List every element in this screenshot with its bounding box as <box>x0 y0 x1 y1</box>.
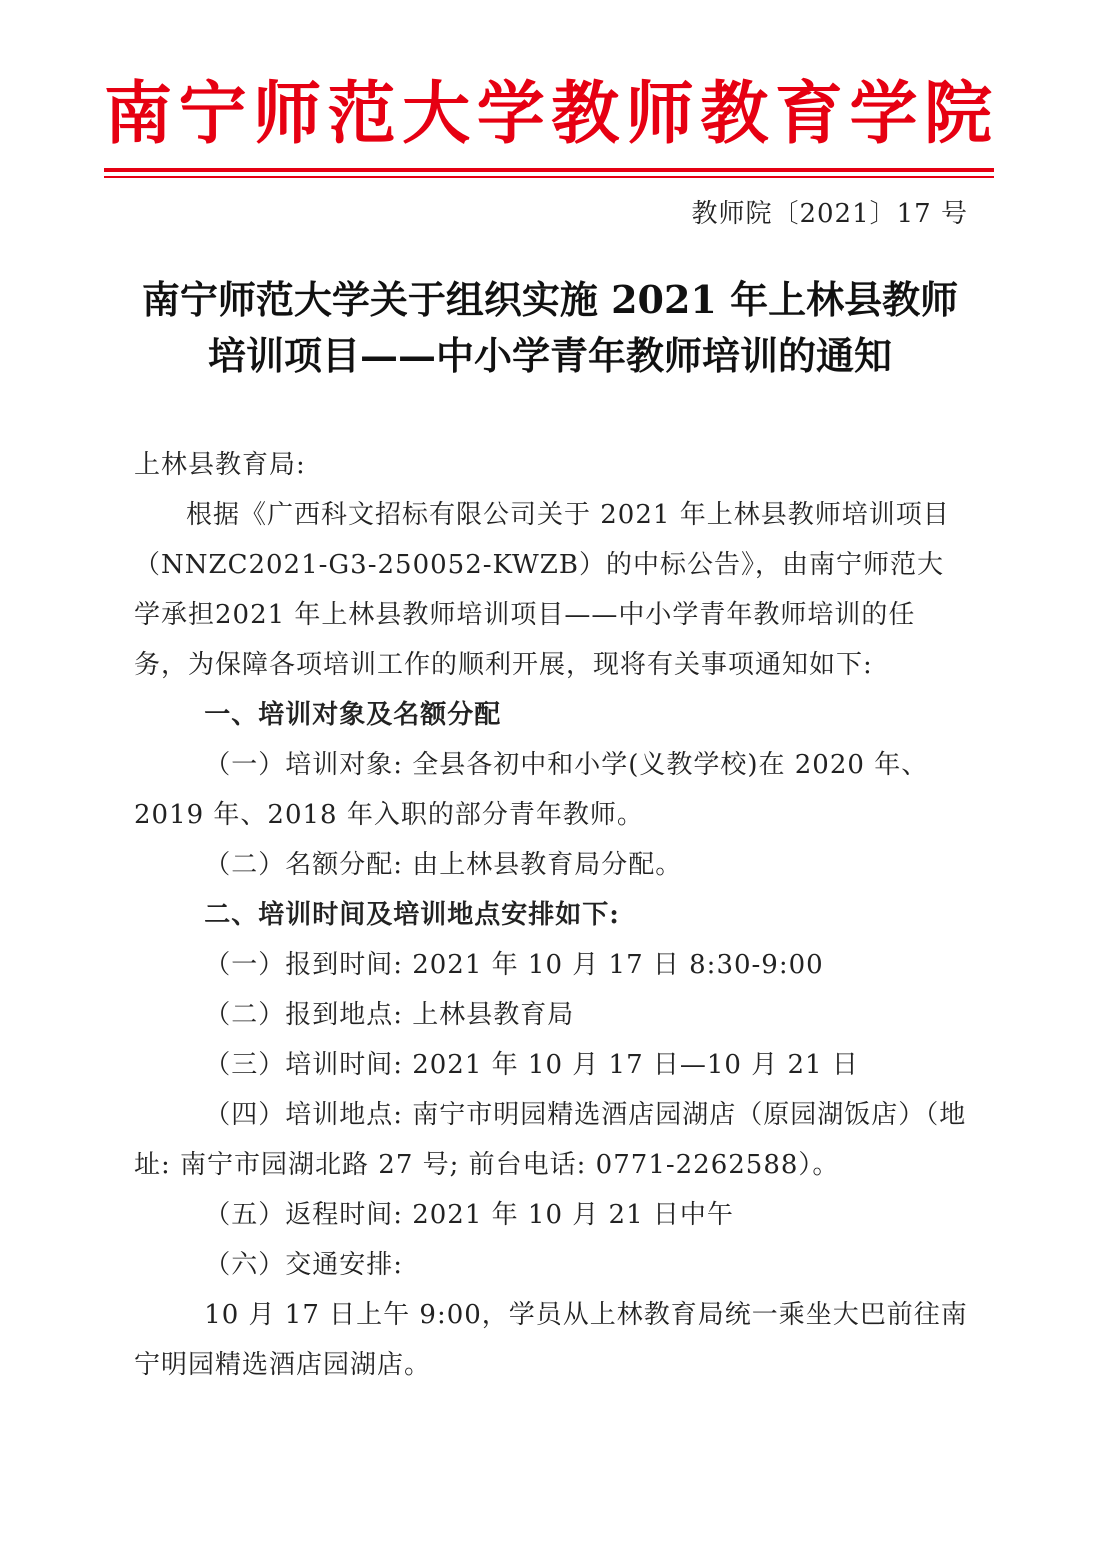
section-1-heading: 一、培训对象及名额分配 <box>204 700 502 730</box>
document-number: 教师院〔2021〕17 号 <box>691 199 968 229</box>
salutation: 上林县教育局: <box>134 450 306 480</box>
section-2-item-4: （四）培训地点: 南宁市明园精选酒店园湖店（原园湖饭店）（地址: 南宁市园湖北路 27 号; 前台电话: 0771-2262588）。 <box>134 1100 967 1180</box>
document-title-line-1: 南宁师范大学关于组织实施 2021 年上林县教师 <box>141 277 959 322</box>
header-divider-thick <box>104 168 994 172</box>
transport-paragraph: 10 月 17 日上午 9:00，学员从上林教育局统一乘坐大巴前往南宁明园精选酒店园湖店。 <box>134 1300 968 1380</box>
section-2-item-6: （六）交通安排: <box>204 1250 403 1280</box>
section-2-item-1: （一）报到时间: 2021 年 10 月 17 日 8:30-9:00 <box>204 950 824 980</box>
section-2-heading: 二、培训时间及培训地点安排如下: <box>204 900 620 930</box>
document-body <box>134 440 968 1390</box>
section-2-item-2: （二）报到地点: 上林县教育局 <box>204 1000 575 1030</box>
section-1-item-1: （一）培训对象: 全县各初中和小学(义教学校)在 2020 年、2019 年、2018 年入职的部分青年教师。 <box>134 750 929 830</box>
intro-paragraph: 根据《广西科文招标有限公司关于 2021 年上林县教师培训项目（NNZC2021-G3-250052-KWZB）的中标公告》，由南宁师范大学承担2021 年上林县教师培训项目——中小学青年教师培训的任务，为保障各项培训工作的顺利开展，现将有关事项通知如下: <box>134 500 950 680</box>
section-2-item-5: （五）返程时间: 2021 年 10 月 21 日中午 <box>204 1200 734 1230</box>
institution-header: 南宁师范大学教师教育学院 <box>104 75 994 154</box>
header-divider-thin <box>104 176 994 178</box>
document-title <box>110 272 990 384</box>
section-2-item-3: （三）培训时间: 2021 年 10 月 17 日—10 月 21 日 <box>204 1050 859 1080</box>
section-1-item-2: （二）名额分配: 由上林县教育局分配。 <box>204 850 683 880</box>
document-title-line-2: 培训项目——中小学青年教师培训的通知 <box>207 333 892 378</box>
